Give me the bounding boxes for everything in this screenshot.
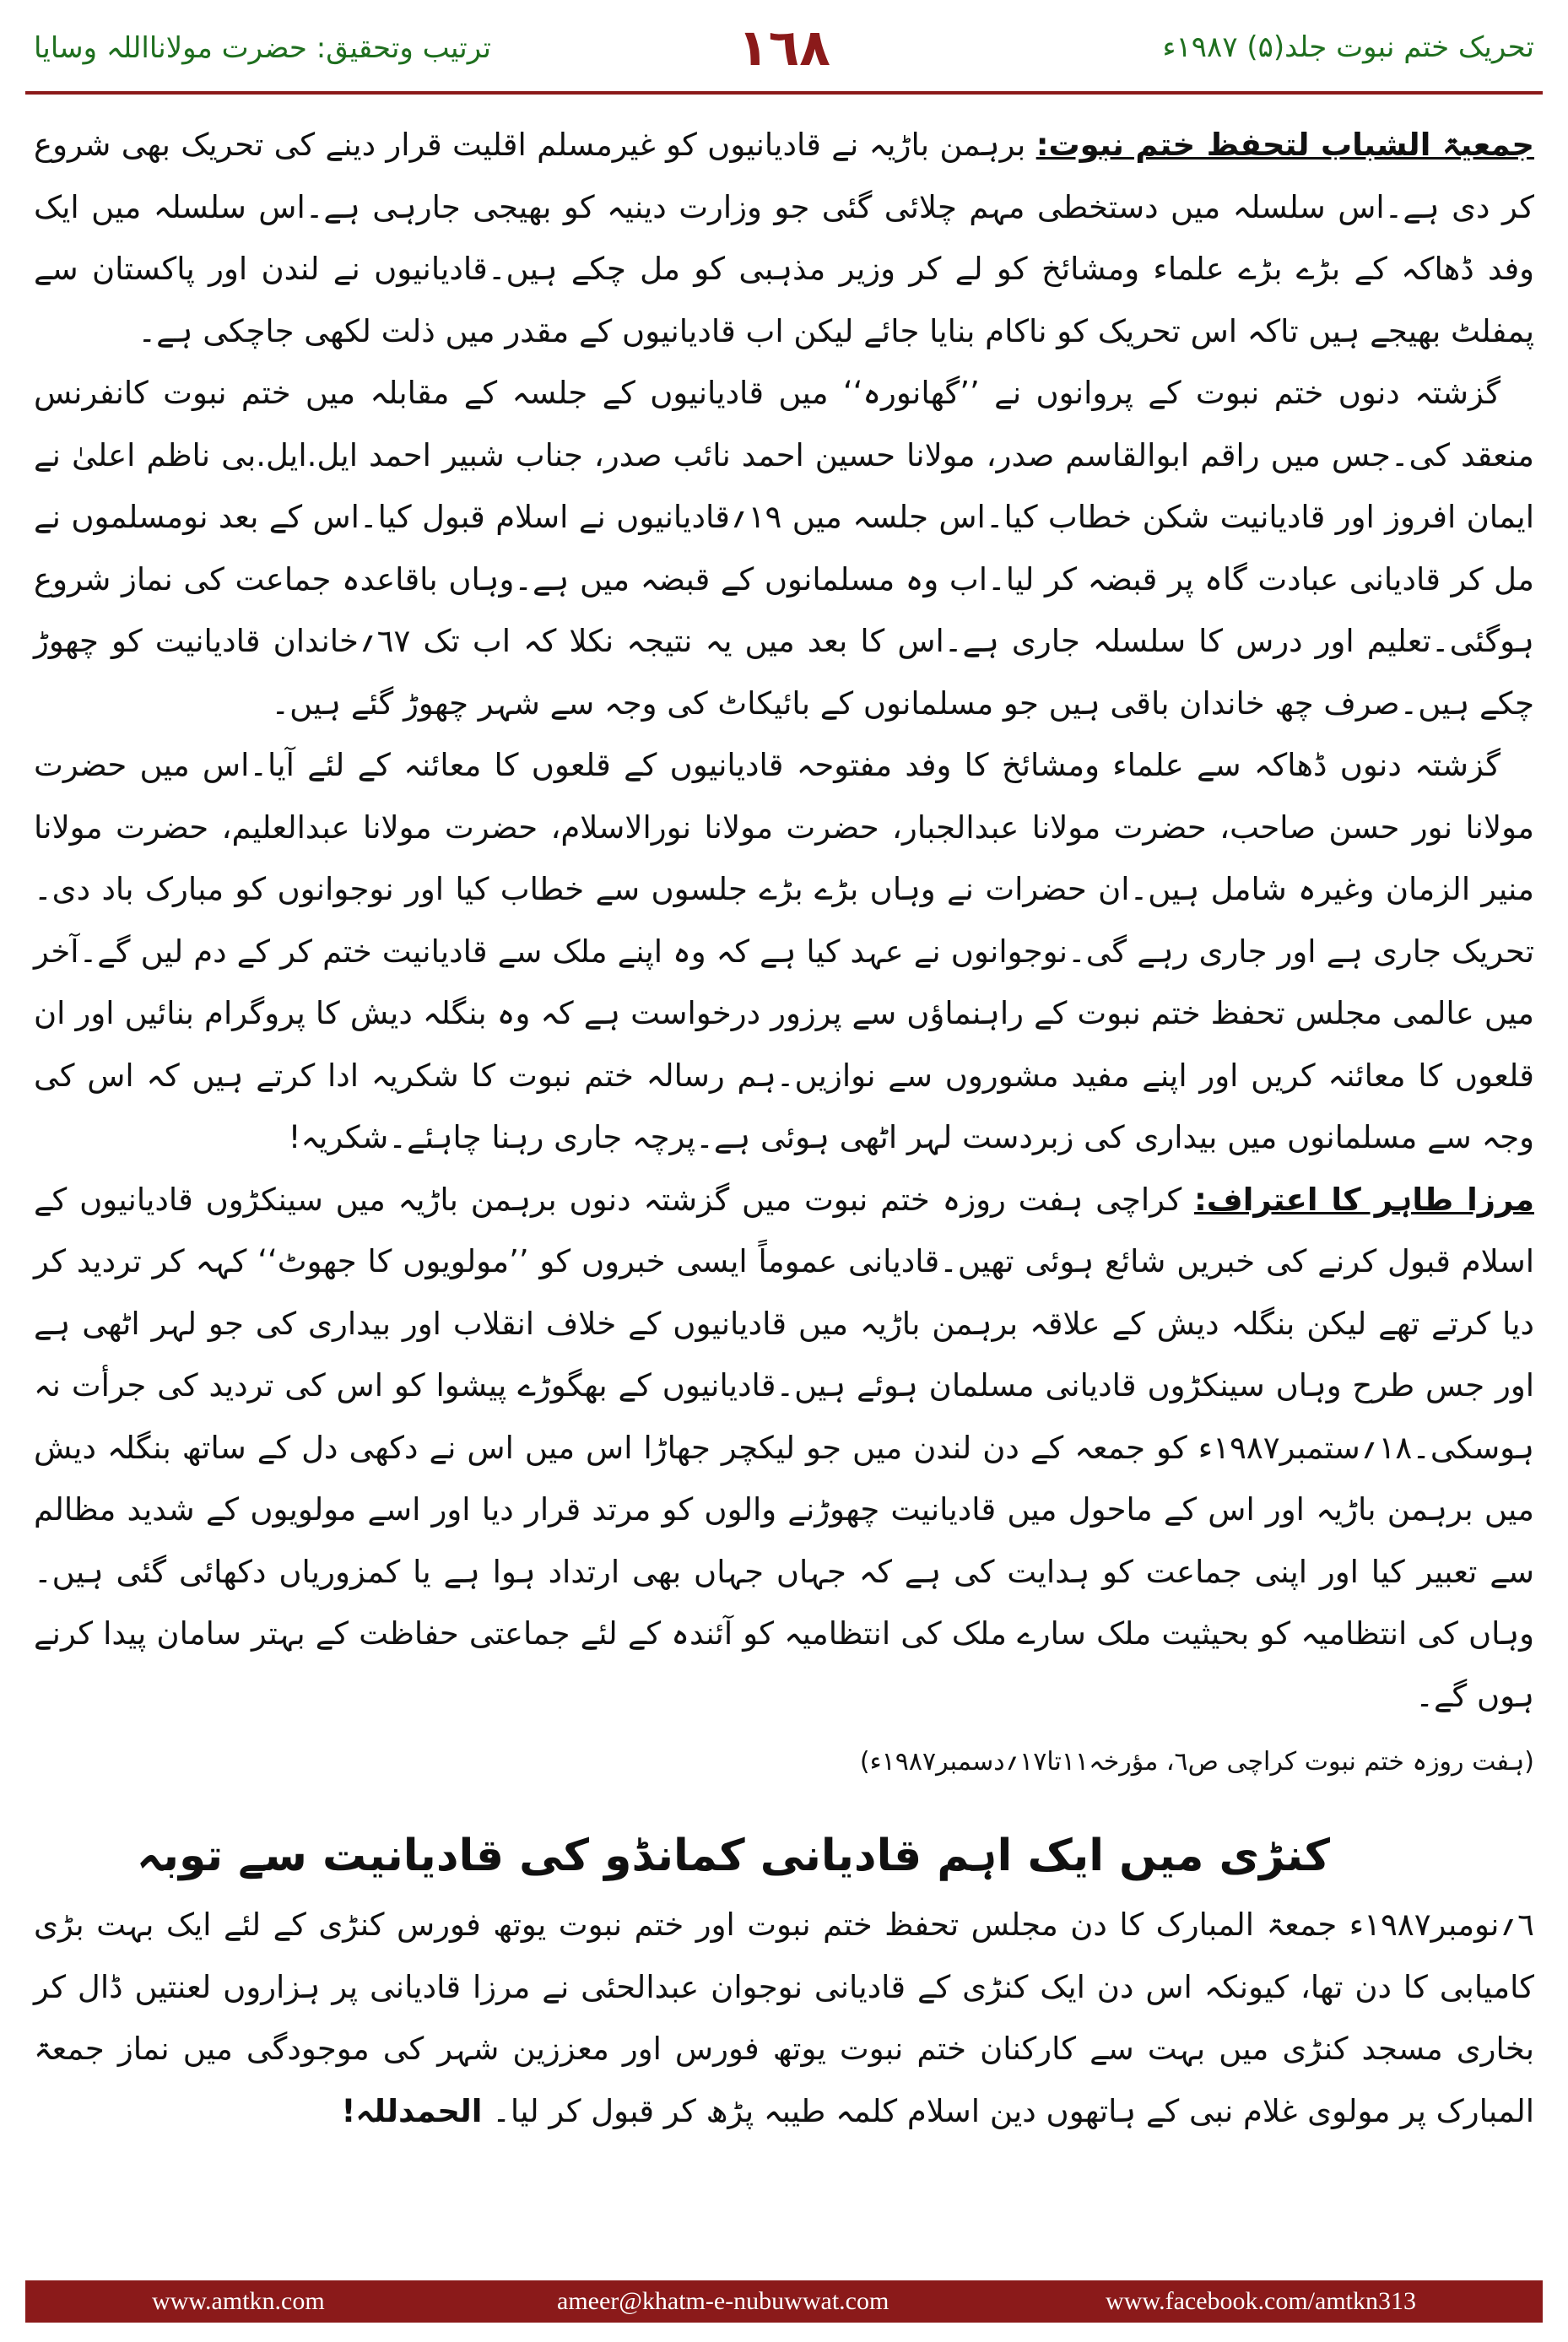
paragraph-ghanora: گزشتہ دنوں ختم نبوت کے پروانوں نے ’’گھانورہ‘‘ میں قادیانیوں کے جلسہ کے مقابلہ میں ختم نبوت کانفرنس منعقد کی۔جس میں راقم ابوالقاسم صدر، مولانا حسین احمد نائب صدر، جناب شبیر احمد ایل.ایل.بی ناظم اعلیٰ نے ایمان افروز اور قادیانیت شکن خطاب کیا۔اس جلسہ میں ۱۹؍قادیانیوں نے اسلام قبول کیا۔اس کے بعد نومسلموں نے مل کر قادیانی عبادت گاہ پر قبضہ کر لیا۔اب وہ مسلمانوں کے قبضہ میں ہے۔وہاں باقاعدہ جماعت کی نماز شروع ہوگئی۔تعلیم اور درس کا سلسلہ جاری ہے۔اس کا بعد میں یہ نتیجہ نکلا کہ اب تک ٦۷؍خاندان قادیانیت کو چھوڑ چکے ہیں۔صرف چھ خاندان باقی ہیں جو مسلمانوں کے بائیکاٹ کی وجہ سے شہر چھوڑ گئے ہیں۔ (34, 375, 1534, 722)
paragraph-text: ٦؍نومبر۱۹۸۷ء جمعۃ المبارک کا دن مجلس تحفظ ختم نبوت اور ختم نبوت یوتھ فورس کنڑی کے لئے ایک بہت بڑی کامیابی کا دن تھا، کیونکہ اس دن ایک کنڑی کے قادیانی نوجوان عبدالحئی نے مرزا قادیانی پر ہزاروں لعنتیں ڈال کر بخاری مسجد کنڑی میں بہت سے کارکنان ختم نبوت یوتھ فورس اور معززین شہر کی موجودگی میں نماز جمعۃ المبارک پر مولوی غلام نبی کے ہاتھوں دین اسلام کلمہ طیبہ پڑھ کر قبول کر لیا۔ (34, 1907, 1534, 2129)
compiler-credit: ترتیب وتحقیق: حضرت مولانااللہ وسایا (34, 31, 491, 65)
page-footer (25, 2280, 1543, 2323)
paragraph-closing: الحمدللہ! (341, 2092, 483, 2129)
page-number: ۱٦۸ (738, 19, 830, 78)
paragraph-text: کراچی ہفت روزہ ختم نبوت میں گزشتہ دنوں برہمن باڑیہ میں سینکڑوں قادیانیوں کے اسلام قبول کرنے کی خبریں شائع ہوئی تھیں۔قادیانی عموماً ایسی خبروں کو ’’مولویوں کا جھوٹ‘‘ کہہ کر تردید کر دیا کرتے تھے لیکن بنگلہ دیش کے علاقہ برہمن باڑیہ میں قادیانیوں کے خلاف انقلاب اور بیداری کی جو لہر اٹھی ہے اور جس طرح وہاں سینکڑوں قادیانی مسلمان ہوئے ہیں۔قادیانیوں کے بھگوڑے پیشوا کو اس کی تردید کی جرأت نہ ہوسکی۔۱۸؍ستمبر۱۹۸۷ء کو جمعہ کے دن لندن میں جو لیکچر جھاڑا اس میں اس نے دکھی دل کے ساتھ بنگلہ دیش میں برہمن باڑیہ اور اس کے ماحول میں قادیانیت چھوڑنے والوں کو مرتد قرار دیا اور اسے مولویوں کے شدید مظالم سے تعبیر کیا اور اپنی جماعت کو ہدایت کی ہے کہ جہاں جہاں بھی ارتداد ہوا ہے یا کمزوریاں دکھائی گئی ہیں۔وہاں کی انتظامیہ کو بحیثیت ملک سارے ملک کی انتظامیہ کو آئندہ کے لئے جماعتی حفاظت کے بہتر سامان پیدا کرنے ہوں گے۔ (34, 1181, 1534, 1714)
source-reference: (ہفت روزہ ختم نبوت کراچی ص٦، مؤرخہ۱۱تا۱۷؍دسمبر۱۹۸۷ء) (859, 1747, 1534, 1777)
facebook-link[interactable]: www.facebook.com/amtkn313 (1106, 2287, 1416, 2315)
website-link[interactable]: www.amtkn.com (152, 2287, 325, 2315)
paragraph-shabab (34, 114, 1534, 362)
paragraph-mirza-tahir (34, 1169, 1534, 1728)
page-header (25, 19, 1543, 86)
paragraph-lead: جمعیۃ الشباب لتحفظ ختم نبوت: (1035, 127, 1535, 163)
header-rule (25, 91, 1543, 95)
email-link[interactable]: ameer@khatm-e-nubuwwat.com (557, 2287, 889, 2315)
paragraph-dhaka-delegation: گزشتہ دنوں ڈھاکہ سے علماء ومشائخ کا وفد مفتوحہ قادیانیوں کے قلعوں کا معائنہ کے لئے آیا۔اس میں حضرت مولانا نور حسن صاحب، حضرت مولانا عبدالجبار، حضرت مولانا نورالاسلام، حضرت مولانا عبدالعلیم، حضرت مولانا منیر الزمان وغیرہ شامل ہیں۔ان حضرات نے وہاں بڑے بڑے جلسوں سے خطاب کیا اور نوجوانوں کو مبارک باد دی۔تحریک جاری ہے اور جاری رہے گی۔نوجوانوں نے عہد کیا ہے کہ وہ اپنے ملک سے قادیانیت ختم کر کے دم لیں گے۔آخر میں عالمی مجلس تحفظ ختم نبوت کے راہنماؤں سے پرزور درخواست ہے کہ وہ بنگلہ دیش کا پروگرام بنائیں اور ان قلعوں کا معائنہ کریں اور اپنے مفید مشوروں سے نوازیں۔ہم رسالہ ختم نبوت کا شکریہ ادا کرتے ہیں کہ اس کی وجہ سے مسلمانوں میں بیداری کی زبردست لہر اٹھی ہوئی ہے۔پرچہ جاری رہنا چاہئے۔شکریہ! (34, 747, 1534, 1155)
paragraph-text: برہمن باڑیہ نے قادیانیوں کو غیرمسلم اقلیت قرار دینے کی تحریک بھی شروع کر دی ہے۔اس سلسلہ میں دستخطی مہم چلائی گئی جو وزارت دینیہ کو بھیجی جارہی ہے۔اس سلسلہ میں ایک وفد ڈھاکہ کے بڑے بڑے علماء ومشائخ کو لے کر وزیر مذہبی کو مل چکے ہیں۔قادیانیوں نے لندن اور پاکستان سے پمفلٹ بھیجے ہیں تاکہ اس تحریک کو ناکام بنایا جائے لیکن اب قادیانیوں کے مقدر میں ذلت لکھی جاچکی ہے۔ (34, 127, 1534, 349)
book-title: تحریک ختم نبوت جلد(۵) ۱۹۸۷ء (1162, 30, 1534, 64)
paragraph-kunri (34, 1894, 1534, 2142)
article-body (34, 114, 1534, 2142)
paragraph-lead: مرزا طاہر کا اعتراف: (1193, 1181, 1534, 1218)
section-heading: کنڑی میں ایک اہم قادیانی کمانڈو کی قادیانیت سے توبہ (137, 1831, 1330, 1881)
